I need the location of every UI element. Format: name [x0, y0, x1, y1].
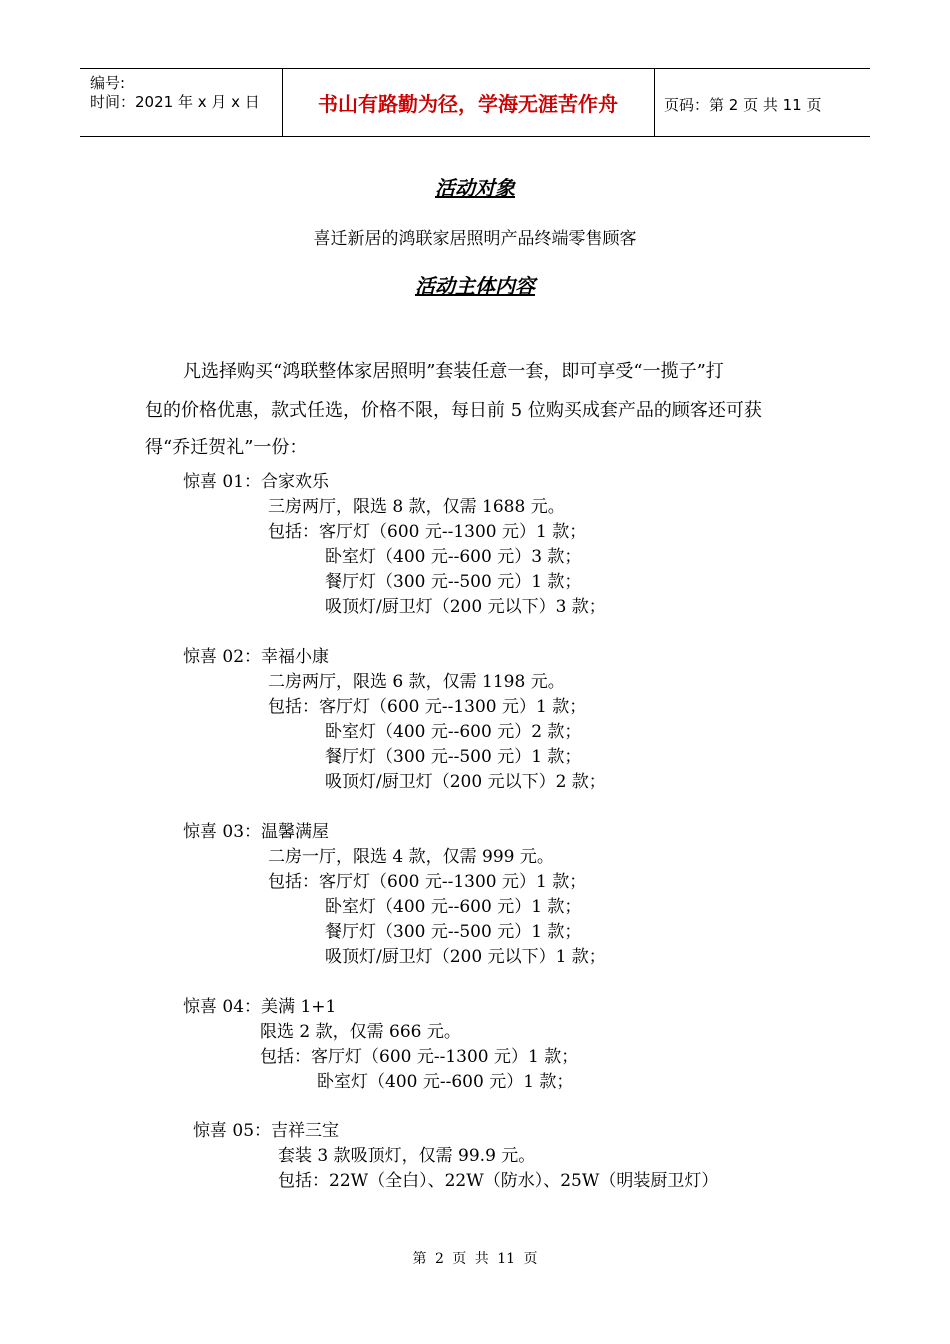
heading-content: 活动主体内容	[415, 274, 535, 298]
surprise-desc: 套装 3 款吸顶灯，仅需 99.9 元。	[278, 1146, 536, 1166]
header-bottom-border	[80, 136, 870, 137]
surprise-title: 惊喜 04：美满 1+1	[183, 997, 337, 1017]
surprise-title: 惊喜 05：吉祥三宝	[193, 1121, 340, 1141]
surprise-item: 包括：客厅灯（600 元--1300 元）1 款；	[268, 697, 587, 717]
surprise-title: 惊喜 01：合家欢乐	[183, 472, 330, 492]
surprise-item: 餐厅灯（300 元--500 元）1 款；	[325, 922, 582, 942]
surprise-desc: 二房一厅，限选 4 款，仅需 999 元。	[268, 847, 554, 867]
surprise-item: 包括：22W（全白）、22W（防水）、25W（明装厨卫灯）	[278, 1171, 719, 1191]
surprise-item: 餐厅灯（300 元--500 元）1 款；	[325, 747, 582, 767]
surprise-item: 吸顶灯/厨卫灯（200 元以下）1 款；	[325, 947, 606, 967]
surprise-desc: 限选 2 款，仅需 666 元。	[260, 1022, 461, 1042]
surprise-item: 吸顶灯/厨卫灯（200 元以下）2 款；	[325, 772, 606, 792]
header-time-label: 时间：2021 年 x 月 x 日	[90, 93, 260, 111]
surprise-item: 包括：客厅灯（600 元--1300 元）1 款；	[268, 522, 587, 542]
surprise-item: 餐厅灯（300 元--500 元）1 款；	[325, 572, 582, 592]
page-footer: 第 2 页 共 11 页	[412, 1251, 538, 1267]
surprise-item: 包括：客厅灯（600 元--1300 元）1 款；	[268, 872, 587, 892]
surprise-desc: 二房两厅，限选 6 款，仅需 1198 元。	[268, 672, 565, 692]
surprise-item: 卧室灯（400 元--600 元）3 款；	[325, 547, 582, 567]
surprise-item: 卧室灯（400 元--600 元）2 款；	[325, 722, 582, 742]
header-motto: 书山有路勤为径，学海无涯苦作舟	[318, 91, 618, 116]
target-text: 喜迁新居的鸿联家居照明产品终端零售顾客	[313, 229, 637, 249]
surprise-desc: 三房两厅，限选 8 款，仅需 1688 元。	[268, 497, 565, 517]
header-code-label: 编号:	[90, 74, 126, 92]
intro-line: 凡选择购买“鸿联整体家居照明”套装任意一套，即可享受“一揽子”打	[183, 361, 724, 382]
heading-target: 活动对象	[435, 176, 515, 200]
header-page-label: 页码：第 2 页 共 11 页	[664, 96, 822, 114]
surprise-title: 惊喜 03：温馨满屋	[183, 822, 330, 842]
surprise-item: 卧室灯（400 元--600 元）1 款；	[325, 897, 582, 917]
surprise-item: 吸顶灯/厨卫灯（200 元以下）3 款；	[325, 597, 606, 617]
surprise-title: 惊喜 02：幸福小康	[183, 647, 330, 667]
intro-line: 得“乔迁贺礼”一份：	[145, 437, 308, 458]
intro-line: 包的价格优惠，款式任选，价格不限，每日前 5 位购买成套产品的顾客还可获	[145, 400, 762, 421]
surprise-item: 包括：客厅灯（600 元--1300 元）1 款；	[260, 1047, 579, 1067]
surprise-item: 卧室灯（400 元--600 元）1 款；	[317, 1072, 574, 1092]
header-divider	[654, 68, 655, 136]
